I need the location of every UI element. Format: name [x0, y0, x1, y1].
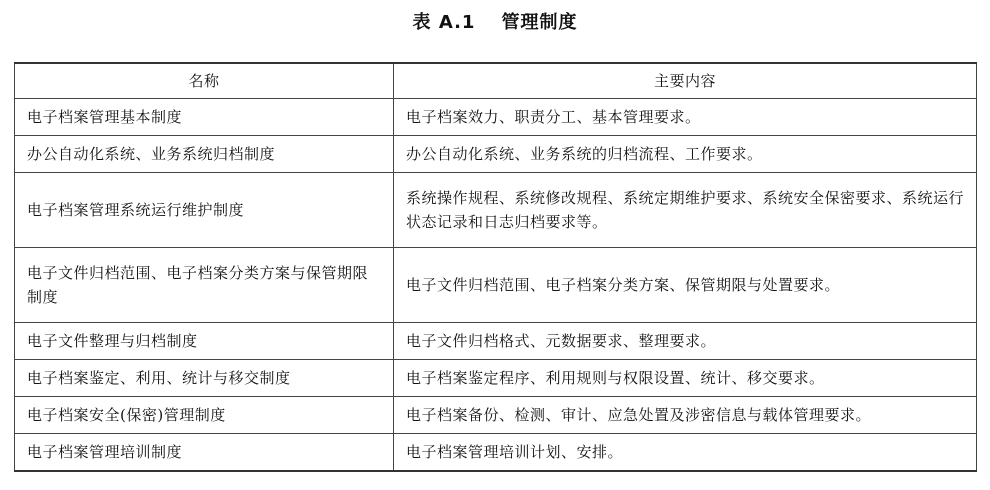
table-row	[15, 173, 977, 248]
row-content-cell: 系统操作规程、系统修改规程、系统定期维护要求、系统安全保密要求、系统运行状态记录和日志归档要求等。	[394, 173, 977, 248]
row-name-cell: 电子文件整理与归档制度	[15, 323, 394, 360]
table-row	[15, 99, 977, 136]
row-name-cell: 电子档案管理基本制度	[15, 99, 394, 136]
management-systems-table	[14, 62, 977, 472]
row-content-cell: 电子文件归档范围、电子档案分类方案、保管期限与处置要求。	[394, 248, 977, 323]
row-name-cell: 电子文件归档范围、电子档案分类方案与保管期限制度	[15, 248, 394, 323]
row-content-cell: 电子档案备份、检测、审计、应急处置及涉密信息与载体管理要求。	[394, 397, 977, 434]
table-row	[15, 136, 977, 173]
table-title: 管理制度	[501, 12, 578, 33]
table-row	[15, 434, 977, 472]
row-name-cell: 电子档案安全(保密)管理制度	[15, 397, 394, 434]
row-name-cell: 电子档案管理系统运行维护制度	[15, 173, 394, 248]
table-row	[15, 248, 977, 323]
table-row	[15, 397, 977, 434]
row-content-cell: 电子档案鉴定程序、利用规则与权限设置、统计、移交要求。	[394, 360, 977, 397]
header-content: 主要内容	[394, 63, 977, 99]
row-name-cell: 电子档案管理培训制度	[15, 434, 394, 472]
row-content-cell: 办公自动化系统、业务系统的归档流程、工作要求。	[394, 136, 977, 173]
row-name-cell: 电子档案鉴定、利用、统计与移交制度	[15, 360, 394, 397]
table-row	[15, 360, 977, 397]
table-header-row	[15, 63, 977, 99]
table-number: 表 A.1	[412, 12, 476, 33]
row-content-cell: 电子档案管理培训计划、安排。	[394, 434, 977, 472]
row-name-cell: 办公自动化系统、业务系统归档制度	[15, 136, 394, 173]
row-content-cell: 电子档案效力、职责分工、基本管理要求。	[394, 99, 977, 136]
header-name: 名称	[15, 63, 394, 99]
table-row	[15, 323, 977, 360]
row-content-cell: 电子文件归档格式、元数据要求、整理要求。	[394, 323, 977, 360]
table-caption	[0, 10, 990, 36]
